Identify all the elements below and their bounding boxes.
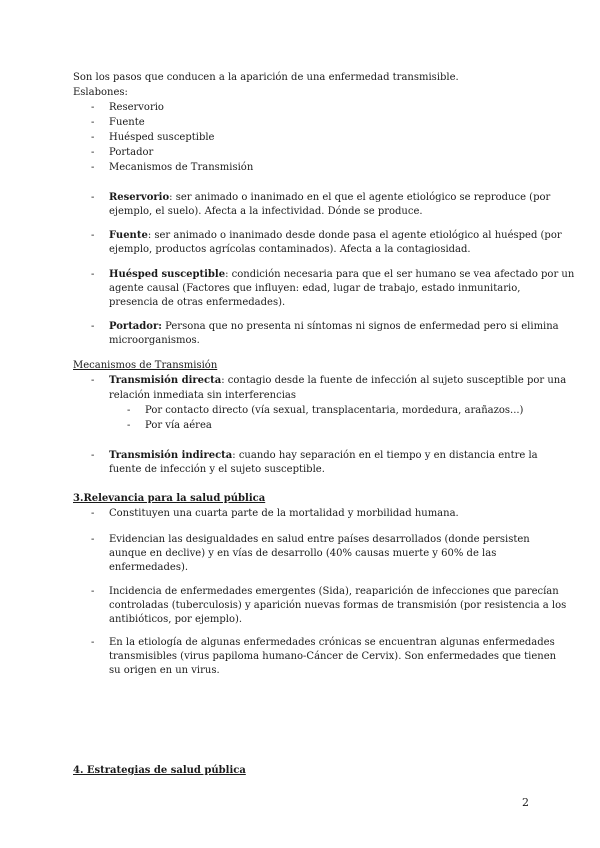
definition-line	[109, 191, 550, 205]
bullet-dash: -	[91, 269, 95, 280]
definition-text: : condición necesaria para que el ser humano se vea afectado por un	[225, 269, 575, 280]
sub-list-item-text: Por vía aérea	[145, 420, 212, 431]
sub-bullet-dash: -	[127, 405, 131, 416]
list-item-text: aunque en declive) y en vías de desarrollo (40% causas muerte y 60% de las	[109, 548, 497, 559]
sub-bullet-dash: -	[127, 420, 131, 431]
bullet-dash: -	[91, 117, 95, 128]
definition-text: : ser animado o inanimado en el que el agente etiológico se reproduce (por	[169, 192, 551, 203]
definition-line: presencia de otras enfermedades).	[109, 297, 286, 308]
list-item-text: Incidencia de enfermedades emergentes (Sida), reaparición de infecciones que parecían	[109, 586, 559, 597]
definition-text: : ser animado o inanimado desde donde pasa el agente etiológico al huésped (por	[147, 230, 562, 241]
definition-term: Transmisión directa	[109, 375, 222, 386]
definition-line	[109, 268, 574, 282]
bullet-dash: -	[91, 375, 95, 386]
definition-line: fuente de infección y el sujeto susceptible.	[109, 464, 325, 475]
definition-line: agente causal (Factores que influyen: edad, lugar de trabajo, estado inmunitario,	[109, 283, 521, 294]
bullet-dash: -	[91, 192, 95, 203]
definition-text: : contagio desde la fuente de infección al sujeto susceptible por una	[221, 375, 567, 386]
bullet-dash: -	[91, 132, 95, 143]
list-item-text: Fuente	[109, 117, 145, 128]
bullet-dash: -	[91, 162, 95, 173]
definition-line	[109, 229, 562, 243]
definition-term: Portador:	[109, 321, 162, 332]
definition-term: Fuente	[109, 230, 148, 241]
bullet-dash: -	[91, 450, 95, 461]
bullet-dash: -	[91, 102, 95, 113]
list-item-text: Evidencian las desigualdades en salud entre países desarrollados (donde persisten	[109, 534, 530, 545]
list-item-text: Constituyen una cuarta parte de la mortalidad y morbilidad humana.	[109, 508, 459, 519]
bullet-dash: -	[91, 534, 95, 545]
list-item-text: controladas (tuberculosis) y aparición nuevas formas de transmisión (por resistencia a los	[109, 600, 567, 611]
list-item-text: Huésped susceptible	[109, 132, 215, 143]
bullet-dash: -	[91, 321, 95, 332]
list-item-text: En la etiología de algunas enfermedades crónicas se encuentran algunas enfermedades	[109, 637, 555, 648]
definition-line: ejemplo, el suelo). Afecta a la infectividad. Dónde se produce.	[109, 206, 423, 217]
definition-text: Persona que no presenta ni síntomas ni signos de enfermedad pero si elimina	[161, 321, 559, 332]
section-heading-relevancia: 3.Relevancia para la salud pública	[73, 493, 266, 504]
list-item-text: Portador	[109, 147, 154, 158]
eslabones-label: Eslabones:	[73, 87, 128, 98]
section-heading-estrategias: 4. Estrategias de salud pública	[73, 765, 246, 776]
definition-term: Transmisión indirecta	[109, 450, 233, 461]
list-item-text: Reservorio	[109, 102, 164, 113]
bullet-dash: -	[91, 637, 95, 648]
definition-line	[109, 320, 559, 334]
list-item-text: antibióticos, por ejemplo).	[109, 614, 243, 625]
bullet-dash: -	[91, 508, 95, 519]
definition-term: Reservorio	[109, 192, 170, 203]
definition-term: Huésped susceptible	[109, 269, 226, 280]
bullet-dash: -	[91, 586, 95, 597]
page-number: 2	[522, 796, 529, 809]
list-item-text: transmisibles (virus papiloma humano-Cáncer de Cervix). Son enfermedades que tienen	[109, 651, 557, 662]
mecanismos-heading: Mecanismos de Transmisión	[73, 360, 218, 371]
definition-line: relación inmediata sin interferencias	[109, 390, 297, 401]
intro-line: Son los pasos que conducen a la aparición de una enfermedad transmisible.	[73, 72, 459, 83]
bullet-dash: -	[91, 230, 95, 241]
definition-line	[109, 449, 538, 463]
definition-line: microorganismos.	[109, 335, 200, 346]
sub-list-item-text: Por contacto directo (vía sexual, transplacentaria, mordedura, arañazos...)	[145, 405, 524, 416]
list-item-text: Mecanismos de Transmisión	[109, 162, 254, 173]
bullet-dash: -	[91, 147, 95, 158]
definition-text: : cuando hay separación en el tiempo y en distancia entre la	[232, 450, 538, 461]
list-item-text: enfermedades).	[109, 562, 189, 573]
definition-line: ejemplo, productos agrícolas contaminados). Afecta a la contagiosidad.	[109, 244, 471, 255]
list-item-text: su origen en un virus.	[109, 665, 220, 676]
definition-line	[109, 374, 566, 388]
